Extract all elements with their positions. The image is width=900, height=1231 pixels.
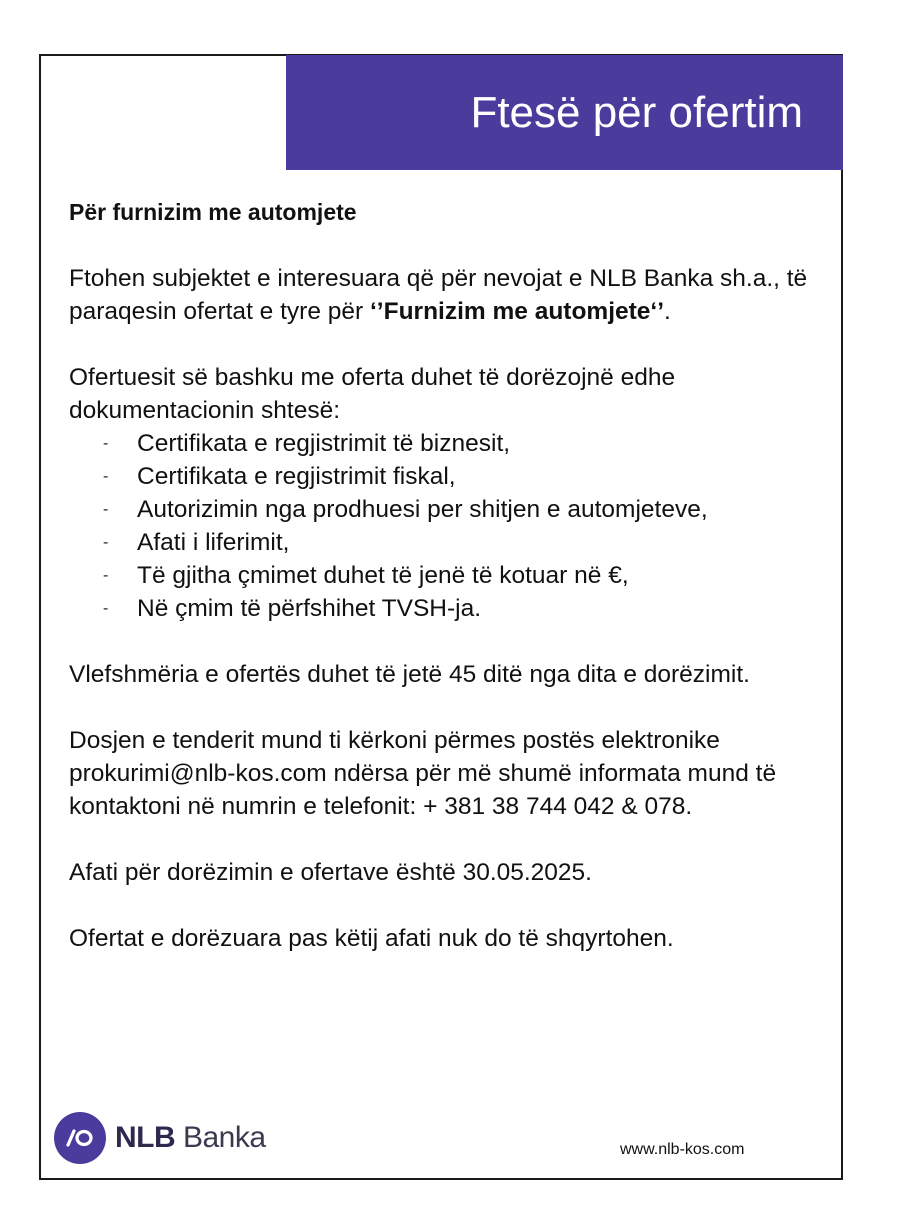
- list-item: [69, 559, 814, 592]
- dash-bullet: -: [103, 435, 109, 452]
- contact-paragraph: Dosjen e tenderit mund ti kërkoni përmes postës elektronike prokurimi@nlb-kos.com ndërsa për më shumë informata mund të kontaktoni në numrin e telefonit: + 381 38 744 042 & 078.: [69, 727, 777, 820]
- dash-bullet: -: [103, 600, 109, 617]
- nlb-logo-icon: [54, 1112, 106, 1164]
- list-item-text: Certifikata e regjistrimit fiskal,: [137, 463, 456, 490]
- list-item-text: Afati i liferimit,: [137, 529, 290, 556]
- list-item-text: Në çmim të përfshihet TVSH-ja.: [137, 595, 482, 622]
- list-item: [69, 493, 814, 526]
- late-notice-paragraph: Ofertat e dorëzuara pas këtij afati nuk do të shqyrtohen.: [69, 925, 674, 952]
- subtitle: Për furnizim me automjete: [69, 199, 357, 225]
- intro-text-end: .: [664, 298, 671, 325]
- requirements-intro: Ofertuesit së bashku me oferta duhet të dorëzojnë edhe dokumentacionin shtesë:: [69, 364, 676, 424]
- list-item-text: Të gjitha çmimet duhet të jenë të kotuar në €,: [137, 562, 629, 589]
- list-item: [69, 427, 814, 460]
- document-body: [69, 196, 814, 955]
- intro-text: Ftohen subjektet e interesuara që për nevojat e NLB Banka sh.a., të paraqesin ofertat e tyre për: [69, 265, 808, 325]
- requirements-list: [69, 427, 814, 625]
- list-item-text: Certifikata e regjistrimit të biznesit,: [137, 430, 511, 457]
- page-title: Ftesë për ofertim: [470, 88, 803, 137]
- dash-bullet: -: [103, 468, 109, 485]
- header-banner: [286, 55, 843, 170]
- list-item: [69, 460, 814, 493]
- list-item: [69, 592, 814, 625]
- website-link[interactable]: www.nlb-kos.com: [620, 1141, 745, 1158]
- deadline-paragraph: Afati për dorëzimin e ofertave është 30.05.2025.: [69, 859, 592, 886]
- nlb-banka-logo: [54, 1112, 266, 1164]
- dash-bullet: -: [103, 501, 109, 518]
- dash-bullet: -: [103, 567, 109, 584]
- intro-paragraph: [69, 262, 814, 328]
- dash-bullet: -: [103, 534, 109, 551]
- intro-bold-title: ‘’Furnizim me automjete‘’: [369, 298, 665, 325]
- list-item: [69, 526, 814, 559]
- logo-wordmark: NLB Banka: [115, 1121, 266, 1154]
- list-item-text: Autorizimin nga prodhuesi per shitjen e automjeteve,: [137, 496, 708, 523]
- validity-paragraph: Vlefshmëria e ofertës duhet të jetë 45 ditë nga dita e dorëzimit.: [69, 661, 750, 688]
